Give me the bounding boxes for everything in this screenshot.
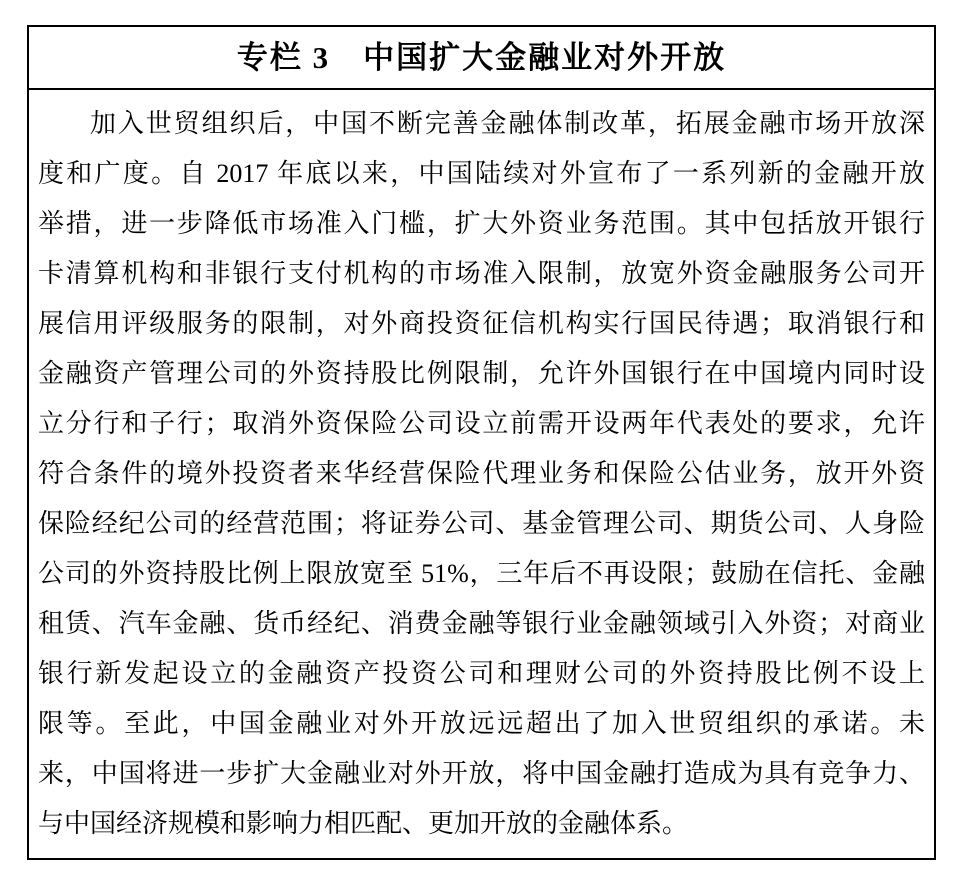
text-line: 度和广度。自 2017 年底以来，中国陆续对外宣布了一系列新的金融开放 (38, 159, 925, 188)
text-line: 与中国经济规模和影响力相匹配、更加开放的金融体系。 (38, 809, 689, 838)
text-line: 金融资产管理公司的外资持股比例限制，允许外国银行在中国境内同时设 (38, 359, 925, 388)
text-line: 加入世贸组织后，中国不断完善金融体制改革，拓展金融市场开放深 (90, 109, 925, 138)
text-line: 保险经纪公司的经营范围；将证券公司、基金管理公司、期货公司、人身险 (38, 509, 925, 538)
text-line: 限等。至此，中国金融业对外开放远远超出了加入世贸组织的承诺。未 (38, 709, 925, 738)
boxed-panel (27, 25, 936, 860)
text-line: 银行新发起设立的金融资产投资公司和理财公司的外资持股比例不设上 (38, 659, 925, 688)
text-line: 公司的外资持股比例上限放宽至 51%，三年后不再设限；鼓励在信托、金融 (38, 559, 925, 588)
panel-title: 专栏 3 中国扩大金融业对外开放 (29, 27, 934, 90)
text-line: 符合条件的境外投资者来华经营保险代理业务和保险公估业务，放开外资 (38, 459, 925, 488)
panel-body (29, 90, 934, 849)
text-line: 展信用评级服务的限制，对外商投资征信机构实行国民待遇；取消银行和 (38, 309, 925, 338)
text-line: 来，中国将进一步扩大金融业对外开放，将中国金融打造成为具有竞争力、 (38, 759, 925, 788)
text-line: 卡清算机构和非银行支付机构的市场准入限制，放宽外资金融服务公司开 (38, 259, 925, 288)
text-line: 举措，进一步降低市场准入门槛，扩大外资业务范围。其中包括放开银行 (38, 209, 925, 238)
text-line: 立分行和子行；取消外资保险公司设立前需开设两年代表处的要求，允许 (38, 409, 925, 438)
text-line: 租赁、汽车金融、货币经纪、消费金融等银行业金融领域引入外资；对商业 (38, 609, 925, 638)
